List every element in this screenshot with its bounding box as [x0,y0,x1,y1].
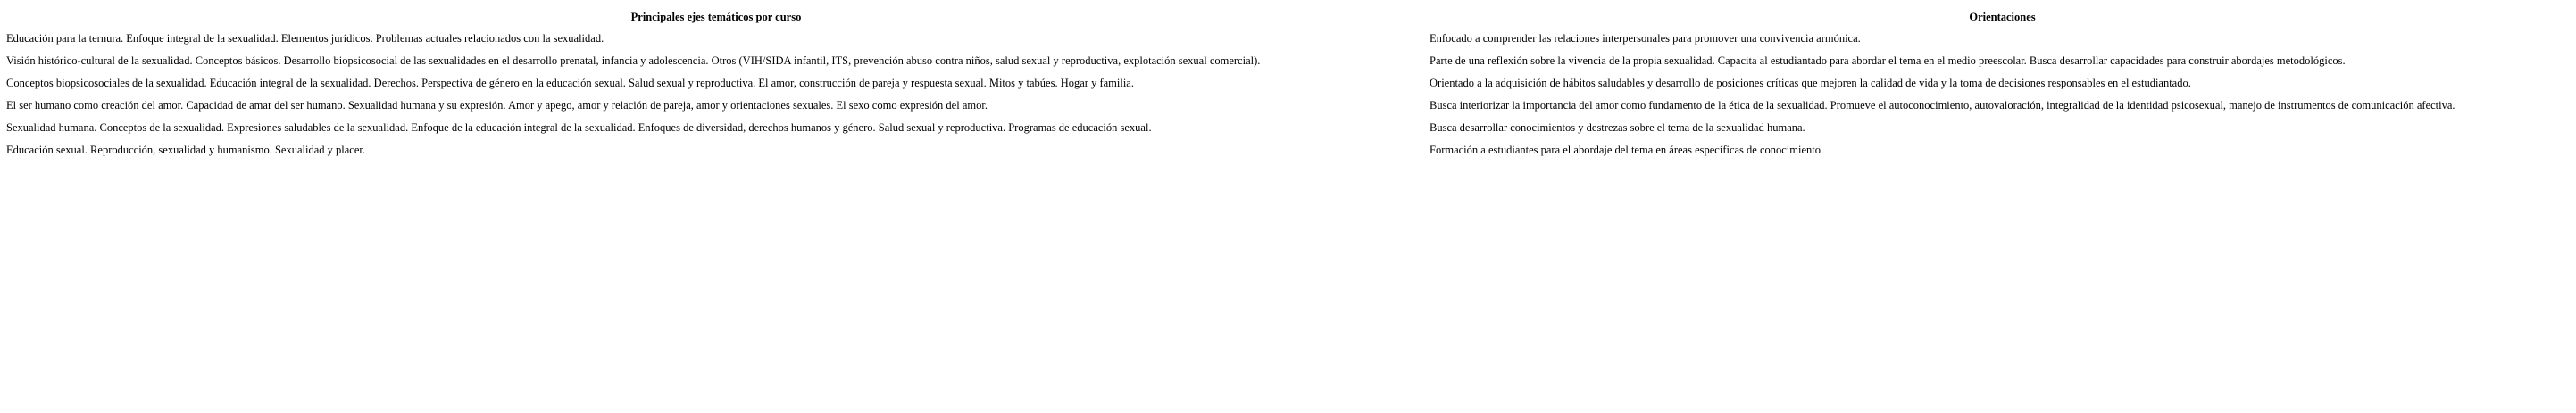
orientation-cell: Formación a estudiantes para el abordaje del tema en áreas específicas de conocimiento. [1430,144,1824,156]
orientation-cell: Busca interiorizar la importancia del amor como fundamento de la ética de la sexualidad. Promueve el autoconocimiento, autovaloración, integralidad de la identidad psicosexual, manejo de instrumentos de comunicación afectiva. [1430,99,2455,112]
table-row [5,75,2576,95]
table-row [5,97,2576,118]
themes-cell: Conceptos biopsicosociales de la sexualidad. Educación integral de la sexualidad. Derechos. Perspectiva de género en la educación sexual. Salud sexual y reproductiva. El amor, construcción de pareja y respuesta sexual. Mitos y tabúes. Hogar y familia. [6,77,1134,89]
table-body [5,30,2576,162]
header-themes: Principales ejes temáticos por curso [630,11,802,23]
table-row [5,120,2576,140]
orientation-cell: Busca desarrollar conocimientos y destrezas sobre el tema de la sexualidad humana. [1430,121,1805,134]
table-header [5,9,2576,29]
themes-table [4,7,2576,164]
table-row [5,30,2576,51]
table-row [5,53,2576,73]
themes-cell: Educación para la ternura. Enfoque integral de la sexualidad. Elementos jurídicos. Problemas actuales relacionados con la sexualidad. [6,32,604,45]
themes-cell: El ser humano como creación del amor. Capacidad de amar del ser humano. Sexualidad humana y su expresión. Amor y apego, amor y relación de pareja, amor y orientaciones sexuales. El sexo como expresión del amor. [6,99,988,112]
orientation-cell: Enfocado a comprender las relaciones interpersonales para promover una convivencia armónica. [1430,32,1861,45]
orientation-cell: Parte de una reflexión sobre la vivencia de la propia sexualidad. Capacita al estudiantado para abordar el tema en el medio preescolar. Busca desarrollar capacidades para construir abordajes metodológicos. [1430,54,2346,67]
header-row [5,9,2576,29]
table-row [5,142,2576,162]
themes-cell: Visión histórico-cultural de la sexualidad. Conceptos básicos. Desarrollo biopsicosocial de las sexualidades en el desarrollo prenatal, infancia y adolescencia. Otros (VIH/SIDA infantil, ITS, prevención abuso contra niños, salud sexual y reproductiva, explotación sexual comercial). [6,54,1261,67]
orientation-cell: Orientado a la adquisición de hábitos saludables y desarrollo de posiciones críticas que mejoren la calidad de vida y la toma de decisiones responsables en el estudiantado. [1430,77,2191,89]
header-orientations: Orientaciones [1969,11,2036,23]
themes-cell: Sexualidad humana. Conceptos de la sexualidad. Expresiones saludables de la sexualidad. Enfoque de la educación integral de la sexualidad. Enfoques de diversidad, derechos humanos y género. Salud sexual y reproductiva. Programas de educación sexual. [6,121,1152,134]
themes-cell: Educación sexual. Reproducción, sexualidad y humanismo. Sexualidad y placer. [6,144,365,156]
